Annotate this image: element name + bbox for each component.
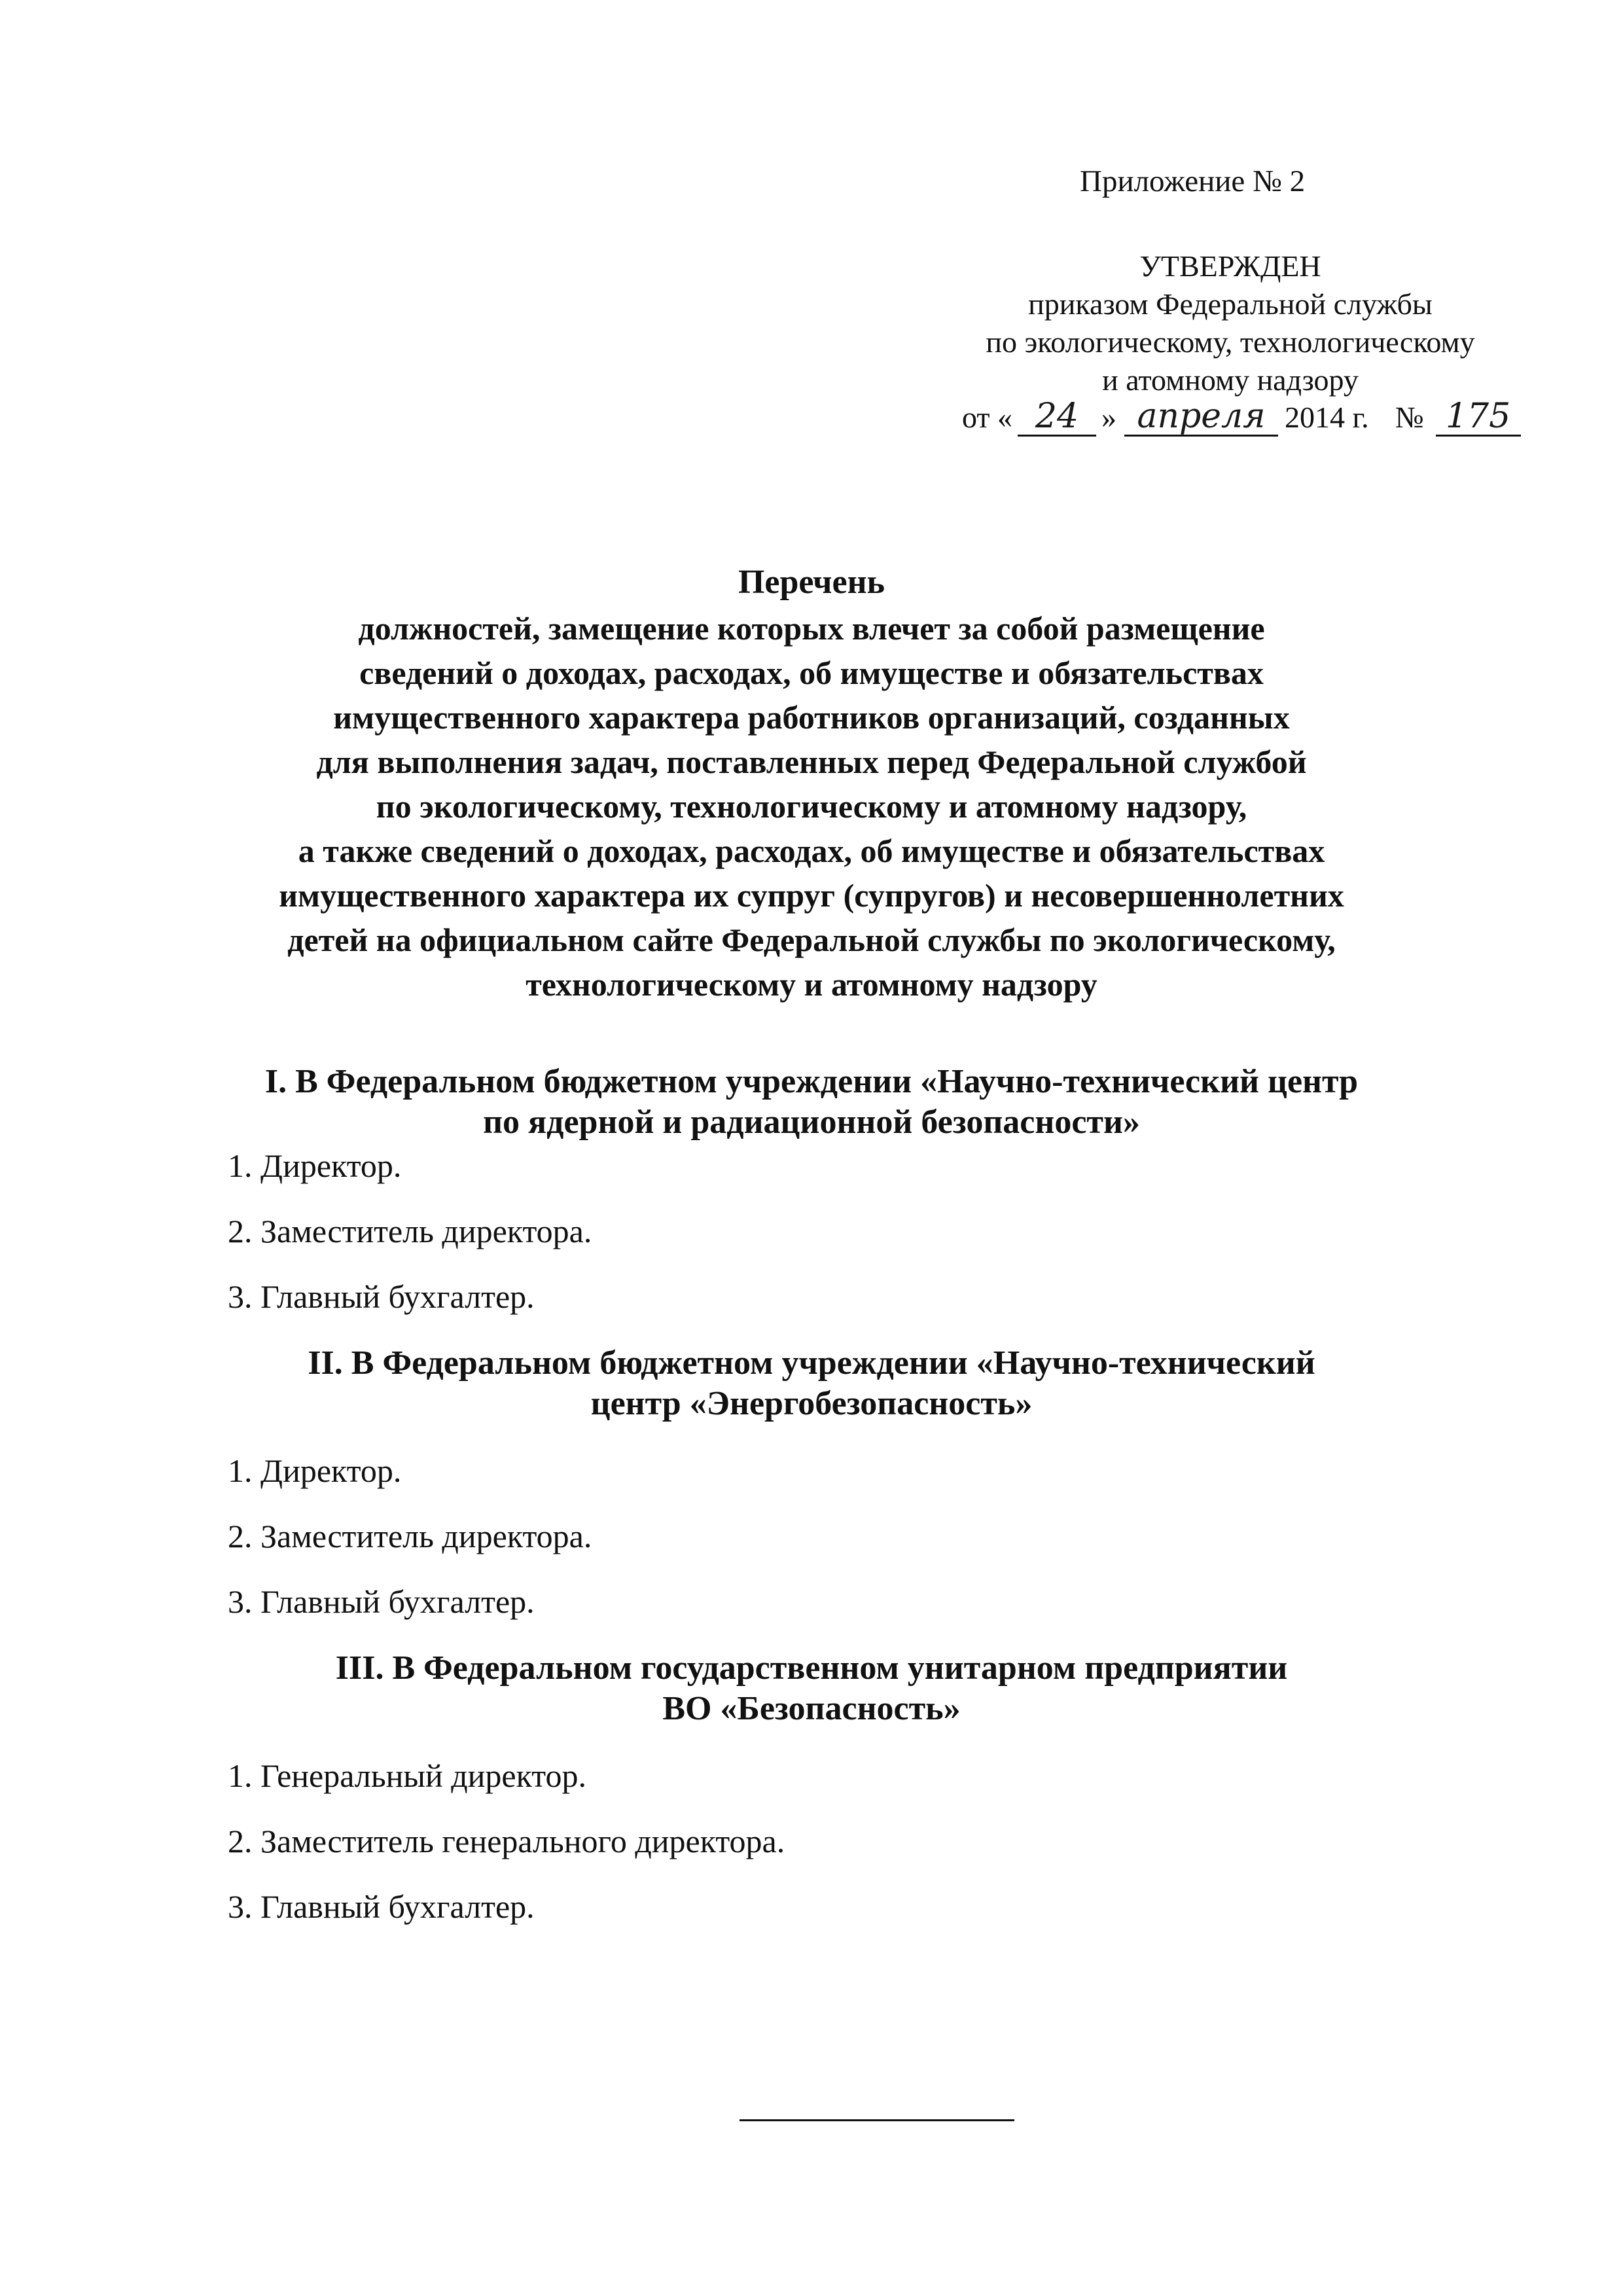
- list-item: 3. Главный бухгалтер.: [228, 1583, 535, 1620]
- section-3-heading: [157, 1648, 1466, 1729]
- list-item: 3. Главный бухгалтер.: [228, 1278, 535, 1315]
- approval-line: приказом Федеральной службы: [1028, 287, 1433, 321]
- section-heading-line: II. В Федеральном бюджетном учреждении «Научно-технический: [308, 1344, 1315, 1382]
- section-heading-line: I. В Федеральном бюджетном учреждении «Научно-технический центр: [264, 1063, 1359, 1100]
- section-heading-line: III. В Федеральном государственном унитарном предприятии: [335, 1649, 1288, 1687]
- subtitle-line: имущественного характера их супруг (супругов) и несовершеннолетних: [279, 877, 1344, 914]
- subtitle-line: имущественного характера работников организаций, созданных: [333, 699, 1290, 736]
- subtitle-line: по экологическому, технологическому и атомному надзору,: [376, 788, 1247, 825]
- list-item: 2. Заместитель директора.: [228, 1518, 592, 1554]
- handwritten-order-number: 175: [1436, 398, 1521, 437]
- appendix-label: Приложение № 2: [1080, 164, 1306, 198]
- subtitle-line: должностей, замещение которых влечет за собой размещение: [358, 610, 1265, 647]
- section-2-heading: [157, 1343, 1466, 1424]
- handwritten-day: 24: [1018, 398, 1096, 437]
- subtitle-line: для выполнения задач, поставленных перед Федеральной службой: [316, 744, 1307, 780]
- section-heading-line: ВО «Безопасность»: [662, 1690, 961, 1727]
- list-item: 3. Главный бухгалтер.: [228, 1888, 535, 1925]
- list-item: 2. Заместитель генерального директора.: [228, 1823, 785, 1859]
- document-subtitle: [157, 606, 1466, 1007]
- list-item: 1. Директор.: [228, 1147, 402, 1184]
- date-mid: »: [1101, 401, 1116, 434]
- subtitle-line: а также сведений о доходах, расходах, об имуществе и обязательствах: [298, 833, 1325, 869]
- approval-block: [903, 247, 1558, 399]
- list-item: 1. Директор.: [228, 1452, 402, 1489]
- handwritten-month: апреля: [1124, 398, 1278, 437]
- subtitle-line: технологическому и атомному надзору: [526, 966, 1097, 1003]
- order-date-line: [962, 398, 1521, 437]
- number-sign: №: [1395, 401, 1424, 434]
- list-item: 1. Генеральный директор.: [228, 1757, 586, 1794]
- subtitle-line: сведений о доходах, расходах, об имуществе и обязательствах: [359, 655, 1264, 691]
- date-prefix: от «: [962, 401, 1012, 434]
- end-divider: [740, 2119, 1014, 2121]
- approval-stamp: УТВЕРЖДЕН: [1139, 249, 1321, 283]
- section-heading-line: центр «Энергобезопасность»: [590, 1385, 1033, 1422]
- date-year: 2014 г.: [1285, 401, 1369, 434]
- approval-line: по экологическому, технологическому: [986, 325, 1475, 359]
- section-heading-line: по ядерной и радиационной безопасности»: [483, 1103, 1140, 1141]
- section-1-heading: [157, 1062, 1466, 1143]
- subtitle-line: детей на официальном сайте Федеральной службы по экологическому,: [287, 922, 1336, 958]
- approval-line: и атомному надзору: [1102, 363, 1359, 397]
- document-title: Перечень: [738, 564, 885, 601]
- list-item: 2. Заместитель директора.: [228, 1213, 592, 1249]
